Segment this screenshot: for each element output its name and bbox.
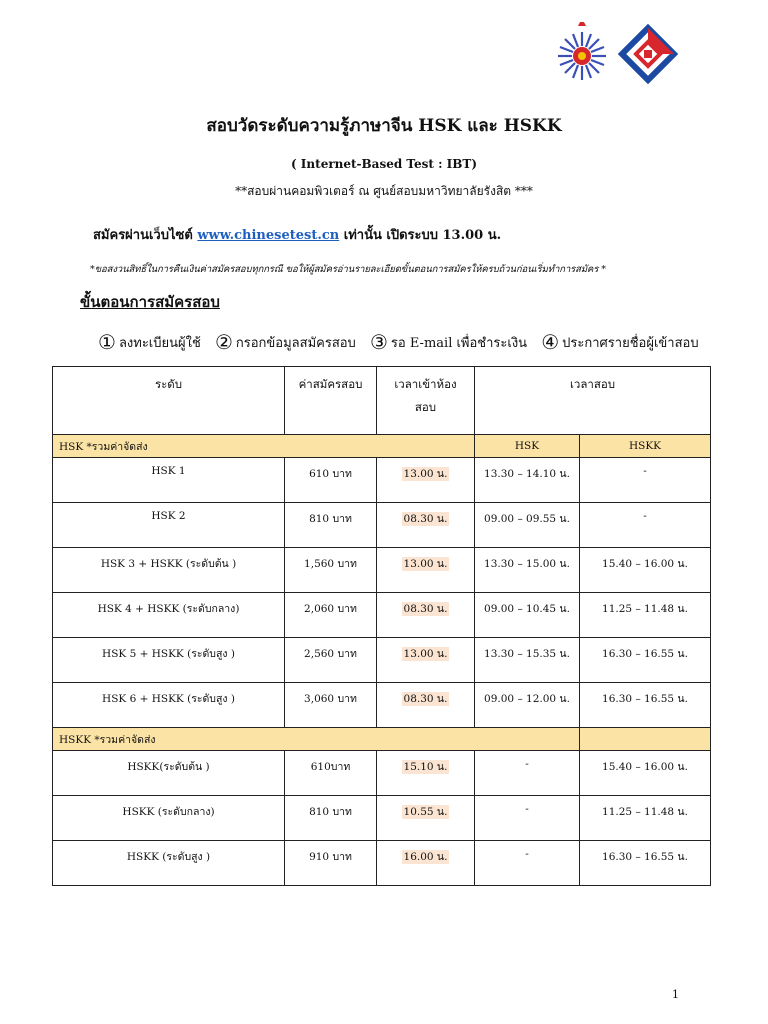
entry-time-cell (377, 503, 475, 548)
hskk-time-cell: 16.30 – 16.55 น. (580, 683, 711, 728)
group-label: HSK *รวมค่าจัดส่ง (53, 435, 475, 458)
level-cell: HSK 5 + HSKK (ระดับสูง ) (53, 638, 285, 683)
step-2 (214, 330, 356, 354)
apply-line (93, 224, 501, 245)
entry-time-value: 15.10 น. (403, 761, 448, 773)
entry-time-cell (377, 841, 475, 886)
step-4 (541, 330, 699, 354)
entry-time-cell (377, 796, 475, 841)
entry-time-value: 16.00 น. (403, 851, 448, 863)
entry-time-value: 08.30 น. (403, 693, 448, 705)
hskk-time-cell: 15.40 – 16.00 น. (580, 548, 711, 593)
table-row (53, 751, 711, 796)
registration-steps (98, 330, 709, 354)
exam-schedule-table (52, 366, 711, 886)
entry-time-value: 08.30 น. (403, 513, 448, 525)
level-cell: HSK 6 + HSKK (ระดับสูง ) (53, 683, 285, 728)
step-label: รอ E-mail เพื่อชำระเงิน (390, 336, 528, 351)
step-number: ① (98, 330, 116, 354)
entry-time-cell (377, 683, 475, 728)
header-room-time-line1: เวลาเข้าห้อง (394, 377, 457, 391)
refund-notice: *ขอสงวนสิทธิ์ในการคืนเงินค่าสมัครสอบทุกกรณี ขอให้ผู้สมัครอ่านรายละเอียดขั้นตอนการสมัครให้ครบถ้วนก่อนเริ่มทำการสมัคร * (90, 264, 606, 275)
hsk-time-cell: 09.00 – 12.00 น. (475, 683, 580, 728)
level-cell: HSKK (ระดับสูง ) (53, 841, 285, 886)
hsk-time-cell: - (475, 751, 580, 796)
fee-cell: 910 บาท (285, 841, 377, 886)
apply-prefix: สมัครผ่านเว็บไซต์ (93, 228, 193, 243)
fee-cell: 610บาท (285, 751, 377, 796)
fee-cell: 810 บาท (285, 503, 377, 548)
step-label: ประกาศรายชื่อผู้เข้าสอบ (562, 336, 699, 351)
table-row (53, 841, 711, 886)
table-row (53, 503, 711, 548)
entry-time-value: 13.00 น. (403, 468, 448, 480)
step-1 (98, 330, 201, 354)
step-3 (369, 330, 528, 354)
group-label: HSKK *รวมค่าจัดส่ง (53, 728, 580, 751)
hskk-time-cell: 15.40 – 16.00 น. (580, 751, 711, 796)
table-row (53, 796, 711, 841)
fee-cell: 2,560 บาท (285, 638, 377, 683)
table-row (53, 683, 711, 728)
step-number: ④ (541, 330, 560, 354)
subtitle: ( Internet-Based Test : IBT) (290, 157, 478, 171)
entry-time-cell (377, 638, 475, 683)
entry-time-cell (377, 458, 475, 503)
level-cell: HSK 1 (53, 458, 285, 503)
level-cell: HSK 4 + HSKK (ระดับกลาง) (53, 593, 285, 638)
hsk-time-cell: - (475, 796, 580, 841)
hsk-time-cell: 09.00 – 10.45 น. (475, 593, 580, 638)
entry-time-value: 13.00 น. (403, 648, 448, 660)
entry-time-cell (377, 593, 475, 638)
entry-time-value: 10.55 น. (403, 806, 448, 818)
group-row-hsk (53, 435, 711, 458)
page-title: สอบวัดระดับความรู้ภาษาจีน HSK และ HSKK (206, 116, 562, 136)
hsk-time-cell: 13.30 – 15.00 น. (475, 548, 580, 593)
step-label: กรอกข้อมูลสมัครสอบ (235, 336, 356, 351)
header-level: ระดับ (53, 367, 285, 435)
fee-cell: 810 บาท (285, 796, 377, 841)
hskk-time-cell: 16.30 – 16.55 น. (580, 841, 711, 886)
header-room-time (377, 367, 475, 435)
subheader-hskk: HSKK (580, 435, 711, 458)
chinesetest-link[interactable]: www.chinesetest.cn (197, 228, 340, 243)
step-label: ลงทะเบียนผู้ใช้ (118, 336, 201, 351)
confucius-institute-logo-icon (618, 22, 678, 86)
logos (556, 22, 680, 86)
apply-suffix: เท่านั้น เปิดระบบ 13.00 น. (343, 228, 502, 243)
hsk-time-cell: 09.00 – 09.55 น. (475, 503, 580, 548)
hskk-time-cell: - (580, 503, 711, 548)
header-room-time-line2: สอบ (414, 400, 437, 414)
group-blank (580, 728, 711, 751)
section-title: ขั้นตอนการสมัครสอบ (80, 293, 220, 311)
hsk-time-cell: - (475, 841, 580, 886)
table-row (53, 638, 711, 683)
step-number: ③ (369, 330, 388, 354)
hskk-time-cell: 11.25 – 11.48 น. (580, 593, 711, 638)
fee-cell: 610 บาท (285, 458, 377, 503)
exam-location: **สอบผ่านคอมพิวเตอร์ ณ ศูนย์สอบมหาวิทยาลัยรังสิต *** (235, 184, 533, 198)
level-cell: HSK 2 (53, 503, 285, 548)
level-cell: HSKK (ระดับกลาง) (53, 796, 285, 841)
fee-cell: 3,060 บาท (285, 683, 377, 728)
fee-cell: 2,060 บาท (285, 593, 377, 638)
entry-time-value: 08.30 น. (403, 603, 448, 615)
table-row (53, 548, 711, 593)
hsk-time-cell: 13.30 – 15.35 น. (475, 638, 580, 683)
fee-cell: 1,560 บาท (285, 548, 377, 593)
table-header-row (53, 367, 711, 434)
header-exam-time: เวลาสอบ (475, 367, 711, 434)
entry-time-cell (377, 548, 475, 593)
level-cell: HSKK(ระดับต้น ) (53, 751, 285, 796)
level-cell: HSK 3 + HSKK (ระดับต้น ) (53, 548, 285, 593)
table-row (53, 593, 711, 638)
step-number: ② (214, 330, 233, 354)
hskk-time-cell: 16.30 – 16.55 น. (580, 638, 711, 683)
subheader-hsk: HSK (475, 435, 580, 458)
hskk-time-cell: - (580, 458, 711, 503)
table-row (53, 458, 711, 503)
hskk-time-cell: 11.25 – 11.48 น. (580, 796, 711, 841)
entry-time-cell (377, 751, 475, 796)
page-number: 1 (672, 988, 679, 1001)
group-row-hskk (53, 728, 711, 751)
header-fee: ค่าสมัครสอบ (285, 367, 377, 435)
entry-time-value: 13.00 น. (403, 558, 448, 570)
hsk-time-cell: 13.30 – 14.10 น. (475, 458, 580, 503)
